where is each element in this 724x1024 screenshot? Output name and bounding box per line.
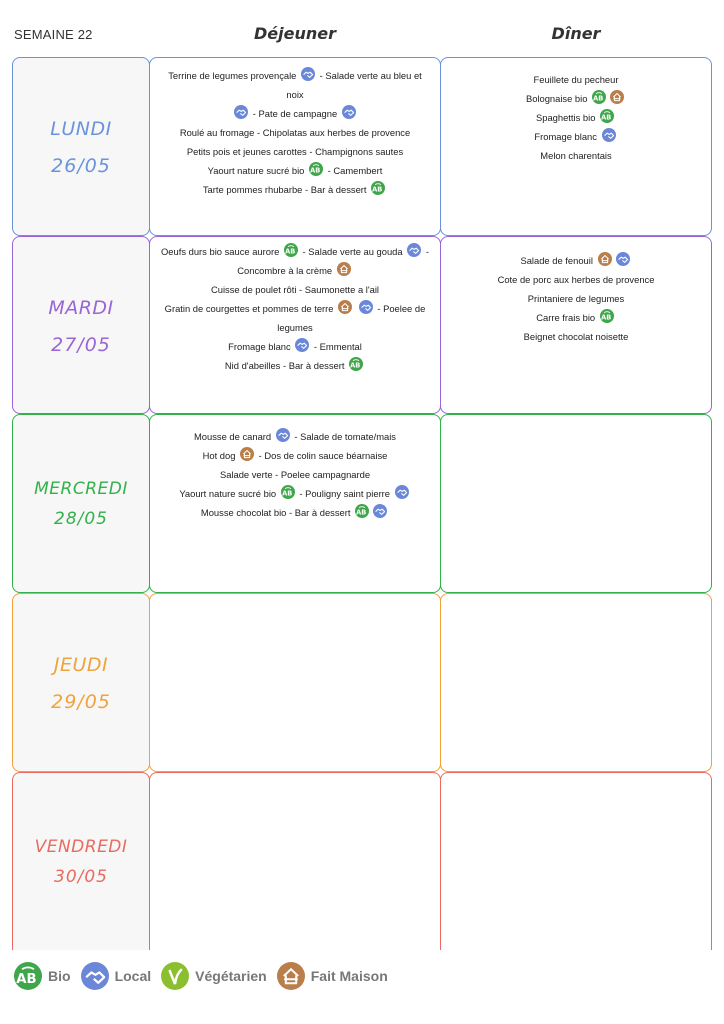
- day-row-mercredi: [12, 414, 712, 593]
- dinner-menu: [441, 70, 711, 165]
- bio-icon: [600, 109, 614, 123]
- legend-label: Local: [114, 968, 152, 984]
- lunch-menu: Terrine de legumes provençale - Salade verte au bleu et noix - Pate de campagne Roulé au fromage - Chipolatas aux herbes de provence Petits pois et jeunes carottes - Champignons sautes Yaourt nature sucré bio - Camembert Tarte pommes rhubarbe - Bar à dessert: [150, 66, 440, 199]
- menu-item: Bar à dessert: [310, 184, 367, 195]
- menu-item: Salade verte au bleu et noix: [286, 70, 422, 100]
- bio-icon: [371, 181, 385, 195]
- local-icon: [276, 428, 290, 442]
- day-cell: [12, 414, 150, 593]
- menu-item: Salade verte au gouda: [308, 246, 403, 257]
- local-icon: [342, 105, 356, 119]
- menu-item: Carre frais bio: [536, 312, 596, 323]
- local-icon: [295, 338, 309, 352]
- menu-item: Camembert: [333, 165, 383, 176]
- house-icon: [338, 300, 352, 314]
- menu-item: Pate de campagne: [258, 108, 338, 119]
- menu-item: Fromage blanc: [228, 341, 291, 352]
- menu-item: Feuillete du pecheur: [533, 74, 619, 85]
- day-date: 28/05: [54, 509, 108, 529]
- day-name: MERCREDI: [34, 479, 128, 499]
- menu-item: Yaourt nature sucré bio: [207, 165, 305, 176]
- dinner-cell: [440, 236, 712, 414]
- local-icon: [602, 128, 616, 142]
- local-icon: [373, 504, 387, 518]
- dinner-menu: [441, 251, 711, 346]
- local-icon: [301, 67, 315, 81]
- house-icon: [337, 262, 351, 276]
- day-row-jeudi: [12, 593, 712, 772]
- dinner-cell: [440, 772, 712, 950]
- lunch-cell: [149, 414, 441, 593]
- local-icon: [407, 243, 421, 257]
- menu-item: Fromage blanc: [534, 131, 597, 142]
- menu-item: Nid d'abeilles: [224, 360, 281, 371]
- house-icon: [277, 962, 305, 990]
- menu-item: Bar à dessert: [294, 507, 351, 518]
- lunch-menu: Oeufs durs bio sauce aurore - Salade verte au gouda - Concombre à la crème Cuisse de poulet rôti - Saumonette a l'ail Gratin de courgettes et pommes de terre - Poelee de legumes Fromage blanc - Emmental Nid d'abeilles - Bar à dessert: [150, 242, 440, 375]
- bio-icon: [600, 309, 614, 323]
- day-name: VENDREDI: [34, 837, 128, 857]
- legend-fait-maison: [277, 962, 388, 990]
- bio-icon: [349, 357, 363, 371]
- day-row-mardi: [12, 236, 712, 414]
- legend-label: Fait Maison: [310, 968, 388, 984]
- menu-item: Gratin de courgettes et pommes de terre: [164, 303, 334, 314]
- bio-icon: [284, 243, 298, 257]
- lunch-cell: [149, 593, 441, 772]
- house-icon: [598, 252, 612, 266]
- menu-item: Emmental: [319, 341, 362, 352]
- menu-item: Melon charentais: [540, 150, 612, 161]
- lunch-column-title: Déjeuner: [254, 24, 336, 43]
- menu-item: Spaghettis bio: [535, 112, 596, 123]
- lunch-cell: [149, 236, 441, 414]
- menu-item: Petits pois et jeunes carottes: [186, 146, 307, 157]
- day-date: 29/05: [51, 691, 111, 713]
- menu-item: Terrine de legumes provençale: [168, 70, 297, 81]
- menu-item: Concombre à la crème: [237, 265, 333, 276]
- legend-bio: [14, 962, 71, 990]
- menu-item: Dos de colin sauce béarnaise: [264, 450, 388, 461]
- menu-item: Bar à dessert: [288, 360, 345, 371]
- dinner-cell: [440, 414, 712, 593]
- leaf-icon: [161, 962, 189, 990]
- menu-item: Pouligny saint pierre: [305, 488, 391, 499]
- local-icon: [234, 105, 248, 119]
- menu-item: Salade verte: [219, 469, 273, 480]
- day-cell: [12, 593, 150, 772]
- lunch-menu: Mousse de canard - Salade de tomate/mais Hot dog - Dos de colin sauce béarnaise Salade verte - Poelee campagnarde Yaourt nature sucré bio - Pouligny saint pierre Mousse chocolat bio - Bar à dessert: [150, 427, 440, 522]
- menu-item: Chipolatas aux herbes de provence: [262, 127, 411, 138]
- day-row-lundi: [12, 57, 712, 236]
- menu-item: Mousse chocolat bio: [200, 507, 287, 518]
- bio-icon: [592, 90, 606, 104]
- menu-item: Bolognaise bio: [525, 93, 588, 104]
- bio-icon: [309, 162, 323, 176]
- day-date: 26/05: [51, 155, 111, 177]
- menu-item: Salade de tomate/mais: [300, 431, 396, 442]
- day-row-vendredi: [12, 772, 712, 950]
- day-date: 27/05: [51, 334, 111, 356]
- day-cell: [12, 57, 150, 236]
- local-icon: [359, 300, 373, 314]
- menu-item: Saumonette a l'ail: [304, 284, 380, 295]
- menu-item: Printaniere de legumes: [527, 293, 625, 304]
- menu-item: Mousse de canard: [194, 431, 272, 442]
- menu-item: Champignons sautes: [315, 146, 404, 157]
- local-icon: [616, 252, 630, 266]
- menu-item: Cote de porc aux herbes de provence: [497, 274, 655, 285]
- lunch-cell: [149, 57, 441, 236]
- day-cell: [12, 772, 150, 950]
- day-cell: [12, 236, 150, 414]
- menu-item: Yaourt nature sucré bio: [179, 488, 277, 499]
- menu-item: Cuisse de poulet rôti: [210, 284, 297, 295]
- legend-vegetarien: [161, 962, 267, 990]
- menu-item: Salade de fenouil: [520, 255, 593, 266]
- menu-item: Roulé au fromage: [179, 127, 255, 138]
- day-date: 30/05: [54, 867, 108, 887]
- dinner-cell: [440, 593, 712, 772]
- menu-item: Oeufs durs bio sauce aurore: [161, 246, 280, 257]
- legend-label: Bio: [48, 968, 71, 984]
- bio-icon: [355, 504, 369, 518]
- handshake-icon: [81, 962, 109, 990]
- legend-local: [81, 962, 152, 990]
- menu-item: Poelee de legumes: [277, 303, 426, 333]
- day-name: MARDI: [48, 297, 114, 319]
- dinner-cell: [440, 57, 712, 236]
- day-name: LUNDI: [50, 118, 112, 140]
- menu-item: Poelee campagnarde: [280, 469, 371, 480]
- menu-item: Tarte pommes rhubarbe: [202, 184, 303, 195]
- local-icon: [395, 485, 409, 499]
- house-icon: [240, 447, 254, 461]
- legend-label: Végétarien: [195, 968, 267, 984]
- lunch-cell: [149, 772, 441, 950]
- dinner-column-title: Dîner: [551, 24, 601, 43]
- week-label: SEMAINE 22: [14, 27, 93, 42]
- menu-item: Beignet chocolat noisette: [523, 331, 629, 342]
- bio-icon: [281, 485, 295, 499]
- house-icon: [610, 90, 624, 104]
- legend: [14, 962, 398, 990]
- day-name: JEUDI: [53, 654, 109, 676]
- menu-item: Hot dog: [202, 450, 236, 461]
- bio-icon: [14, 962, 42, 990]
